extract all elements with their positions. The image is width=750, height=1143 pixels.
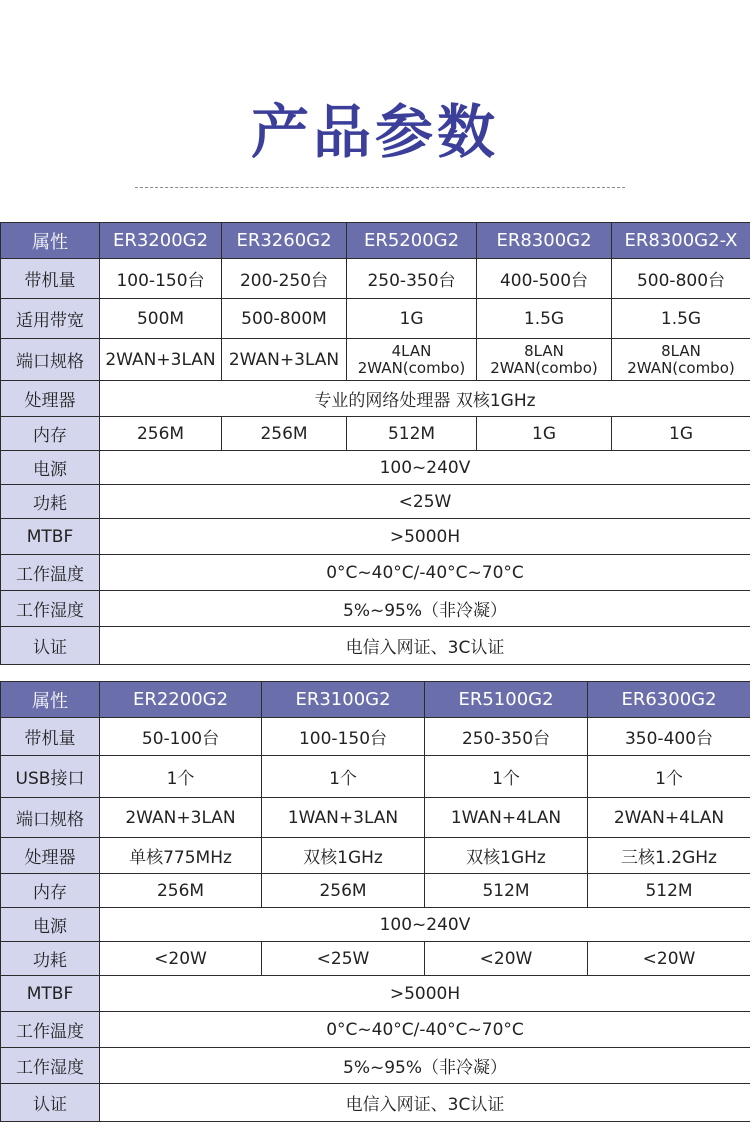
value-cell: 1G bbox=[612, 417, 750, 451]
value-cell: 单核775MHz bbox=[100, 838, 262, 874]
header-cell-model: ER6300G2 bbox=[588, 682, 750, 718]
table-row bbox=[1, 942, 750, 976]
value-cell: 4LAN 2WAN(combo) bbox=[347, 339, 477, 381]
page-title: 产品参数 bbox=[250, 98, 499, 166]
table-row bbox=[1, 627, 750, 665]
row-label: 工作温度 bbox=[1, 1012, 100, 1048]
merged-value-cell: 电信入网证、3C认证 bbox=[100, 1084, 750, 1122]
header-cell-model: ER3100G2 bbox=[262, 682, 425, 718]
merged-value-cell: 电信入网证、3C认证 bbox=[100, 627, 750, 665]
table-row bbox=[1, 485, 750, 519]
row-label: 工作温度 bbox=[1, 555, 100, 591]
value-cell: <20W bbox=[100, 942, 262, 976]
table-row bbox=[1, 874, 750, 908]
value-cell: 500M bbox=[100, 299, 222, 339]
value-cell: 1个 bbox=[588, 756, 750, 798]
row-label: 功耗 bbox=[1, 942, 100, 976]
value-cell: 1WAN+4LAN bbox=[425, 798, 588, 838]
spec-table-2 bbox=[0, 681, 750, 1122]
row-label: 电源 bbox=[1, 451, 100, 485]
title-divider bbox=[135, 187, 625, 188]
row-label: 认证 bbox=[1, 627, 100, 665]
table-row bbox=[1, 1084, 750, 1122]
value-cell: 1.5G bbox=[477, 299, 612, 339]
value-cell: 512M bbox=[425, 874, 588, 908]
value-cell: 256M bbox=[262, 874, 425, 908]
row-label: 适用带宽 bbox=[1, 299, 100, 339]
value-cell: 512M bbox=[347, 417, 477, 451]
value-cell: 2WAN+3LAN bbox=[100, 339, 222, 381]
value-cell: 2WAN+4LAN bbox=[588, 798, 750, 838]
row-label: 内存 bbox=[1, 417, 100, 451]
value-cell: <20W bbox=[588, 942, 750, 976]
merged-value-cell: 100~240V bbox=[100, 451, 750, 485]
header-cell-model: ER5200G2 bbox=[347, 223, 477, 259]
value-cell: 100-150台 bbox=[100, 259, 222, 299]
value-cell: 8LAN 2WAN(combo) bbox=[612, 339, 750, 381]
merged-value-cell: <25W bbox=[100, 485, 750, 519]
table-row bbox=[1, 299, 750, 339]
value-cell: 1WAN+3LAN bbox=[262, 798, 425, 838]
row-label: 端口规格 bbox=[1, 798, 100, 838]
value-cell: <25W bbox=[262, 942, 425, 976]
table-row bbox=[1, 976, 750, 1012]
header-cell-attribute: 属性 bbox=[1, 223, 100, 259]
row-label: 端口规格 bbox=[1, 339, 100, 381]
table-row bbox=[1, 381, 750, 417]
value-cell: 350-400台 bbox=[588, 718, 750, 756]
row-label: 电源 bbox=[1, 908, 100, 942]
merged-value-cell: >5000H bbox=[100, 519, 750, 555]
value-cell: 1G bbox=[347, 299, 477, 339]
value-cell: 1个 bbox=[262, 756, 425, 798]
spec-table-2-header bbox=[1, 682, 750, 718]
merged-value-cell: 0°C~40°C/-40°C~70°C bbox=[100, 555, 750, 591]
value-cell: 100-150台 bbox=[262, 718, 425, 756]
value-cell: 双核1GHz bbox=[425, 838, 588, 874]
value-cell: 1个 bbox=[425, 756, 588, 798]
table-row bbox=[1, 908, 750, 942]
value-cell: 400-500台 bbox=[477, 259, 612, 299]
row-label: 内存 bbox=[1, 874, 100, 908]
merged-value-cell: 0°C~40°C/-40°C~70°C bbox=[100, 1012, 750, 1048]
value-cell: 1G bbox=[477, 417, 612, 451]
row-label: 工作湿度 bbox=[1, 591, 100, 627]
value-cell: 256M bbox=[222, 417, 347, 451]
value-cell: <20W bbox=[425, 942, 588, 976]
row-label: MTBF bbox=[1, 519, 100, 555]
merged-value-cell: 100~240V bbox=[100, 908, 750, 942]
value-cell: 50-100台 bbox=[100, 718, 262, 756]
value-cell: 256M bbox=[100, 874, 262, 908]
row-label: 处理器 bbox=[1, 838, 100, 874]
row-label: 工作湿度 bbox=[1, 1048, 100, 1084]
value-cell: 1个 bbox=[100, 756, 262, 798]
value-cell: 250-350台 bbox=[425, 718, 588, 756]
header-cell-model: ER3200G2 bbox=[100, 223, 222, 259]
spec-table-2-body bbox=[1, 718, 750, 1122]
value-cell: 250-350台 bbox=[347, 259, 477, 299]
table-row bbox=[1, 718, 750, 756]
header-cell-attribute: 属性 bbox=[1, 682, 100, 718]
value-cell: 200-250台 bbox=[222, 259, 347, 299]
value-cell: 双核1GHz bbox=[262, 838, 425, 874]
table-row bbox=[1, 756, 750, 798]
table-row bbox=[1, 1048, 750, 1084]
row-label: 功耗 bbox=[1, 485, 100, 519]
merged-value-cell: >5000H bbox=[100, 976, 750, 1012]
value-cell: 500-800M bbox=[222, 299, 347, 339]
header-cell-model: ER8300G2 bbox=[477, 223, 612, 259]
value-cell: 三核1.2GHz bbox=[588, 838, 750, 874]
value-cell: 1.5G bbox=[612, 299, 750, 339]
spec-table-1-body bbox=[1, 259, 750, 665]
table-row bbox=[1, 1012, 750, 1048]
header-cell-model: ER3260G2 bbox=[222, 223, 347, 259]
table-row bbox=[1, 838, 750, 874]
merged-value-cell: 专业的网络处理器 双核1GHz bbox=[100, 381, 750, 417]
table-row bbox=[1, 798, 750, 838]
row-label: MTBF bbox=[1, 976, 100, 1012]
row-label: 带机量 bbox=[1, 718, 100, 756]
table-row bbox=[1, 555, 750, 591]
header-cell-model: ER8300G2-X bbox=[612, 223, 750, 259]
row-label: 处理器 bbox=[1, 381, 100, 417]
value-cell: 2WAN+3LAN bbox=[222, 339, 347, 381]
row-label: 带机量 bbox=[1, 259, 100, 299]
merged-value-cell: 5%~95%（非冷凝） bbox=[100, 1048, 750, 1084]
value-cell: 256M bbox=[100, 417, 222, 451]
table-row bbox=[1, 417, 750, 451]
table-row bbox=[1, 259, 750, 299]
row-label: 认证 bbox=[1, 1084, 100, 1122]
value-cell: 2WAN+3LAN bbox=[100, 798, 262, 838]
value-cell: 512M bbox=[588, 874, 750, 908]
table-row bbox=[1, 591, 750, 627]
header-cell-model: ER2200G2 bbox=[100, 682, 262, 718]
table-row bbox=[1, 339, 750, 381]
row-label: USB接口 bbox=[1, 756, 100, 798]
table-row bbox=[1, 451, 750, 485]
value-cell: 500-800台 bbox=[612, 259, 750, 299]
merged-value-cell: 5%~95%（非冷凝） bbox=[100, 591, 750, 627]
table-row bbox=[1, 519, 750, 555]
spec-table-1 bbox=[0, 222, 750, 665]
spec-table-1-header bbox=[1, 223, 750, 259]
header-cell-model: ER5100G2 bbox=[425, 682, 588, 718]
value-cell: 8LAN 2WAN(combo) bbox=[477, 339, 612, 381]
